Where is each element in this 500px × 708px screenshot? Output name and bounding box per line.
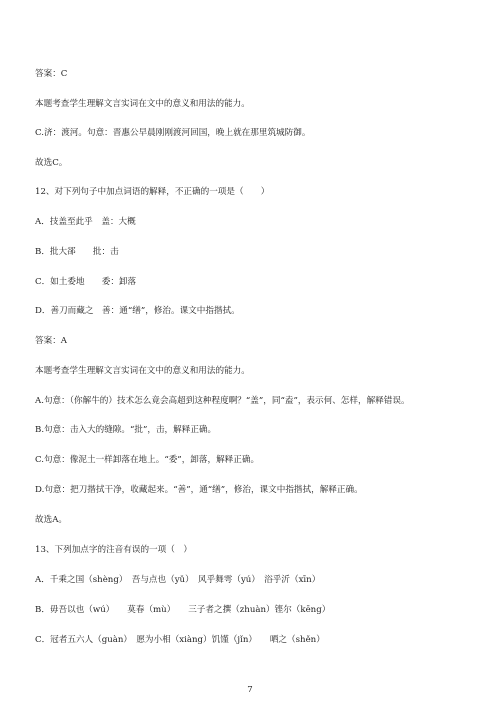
explanation-line: C.句意：像泥土一样卸落在地上。“委”，卸落，解释正确。 <box>35 455 260 465</box>
explanation-line: D.句意：把刀揩拭干净，收藏起来。“善”，通“缮”，修治，课文中指揩拭，解释正确。 <box>35 485 363 495</box>
option-d: D．善刀而藏之 善：通“缮”，修治。课文中指揩拭。 <box>35 306 240 316</box>
option-c: C．冠者五六人（guàn） 愿为小相（xiàng）饥馑（jǐn） 哂之（shěn） <box>35 635 325 645</box>
option-b: B．毋吾以也（wú） 莫春（mù） 三子者之撰（zhuàn）铿尔（kēng） <box>35 605 331 615</box>
question-title: 13、下列加点字的注音有误的一项（ ） <box>35 545 193 555</box>
option-b: B．批大郤 批：击 <box>35 247 119 257</box>
explanation-line: 本题考查学生理解文言实词在文中的意义和用法的能力。 <box>35 366 250 376</box>
answer-line: 答案：C <box>35 69 68 79</box>
answer-line: 答案：A <box>35 336 67 346</box>
explanation-line: A.句意：（你解牛的）技术怎么竟会高超到这种程度啊？“盖”，同“盍”，表示何、怎样，解释错误。 <box>35 396 410 406</box>
conclusion-line: 故选A。 <box>35 515 67 525</box>
question-title: 12、对下列句子中加点词语的解释，不正确的一项是（ ） <box>35 187 270 197</box>
option-a: A．千乘之国（shèng） 吾与点也（yǔ） 风乎舞雩（yú） 浴乎沂（xīn） <box>35 575 321 585</box>
explanation-line: C.济：渡河。句意：晋惠公早晨刚刚渡河回国，晚上就在那里筑城防御。 <box>35 128 311 138</box>
conclusion-line: 故选C。 <box>35 158 68 168</box>
page-number: 7 <box>247 685 253 695</box>
option-a: A．技盖至此乎 盖：大概 <box>35 217 136 227</box>
explanation-line: B.句意：击入大的缝隙。“批”，击，解释正确。 <box>35 425 217 435</box>
explanation-line: 本题考查学生理解文言实词在文中的意义和用法的能力。 <box>35 99 250 109</box>
option-c: C．如土委地 委：卸落 <box>35 277 137 287</box>
